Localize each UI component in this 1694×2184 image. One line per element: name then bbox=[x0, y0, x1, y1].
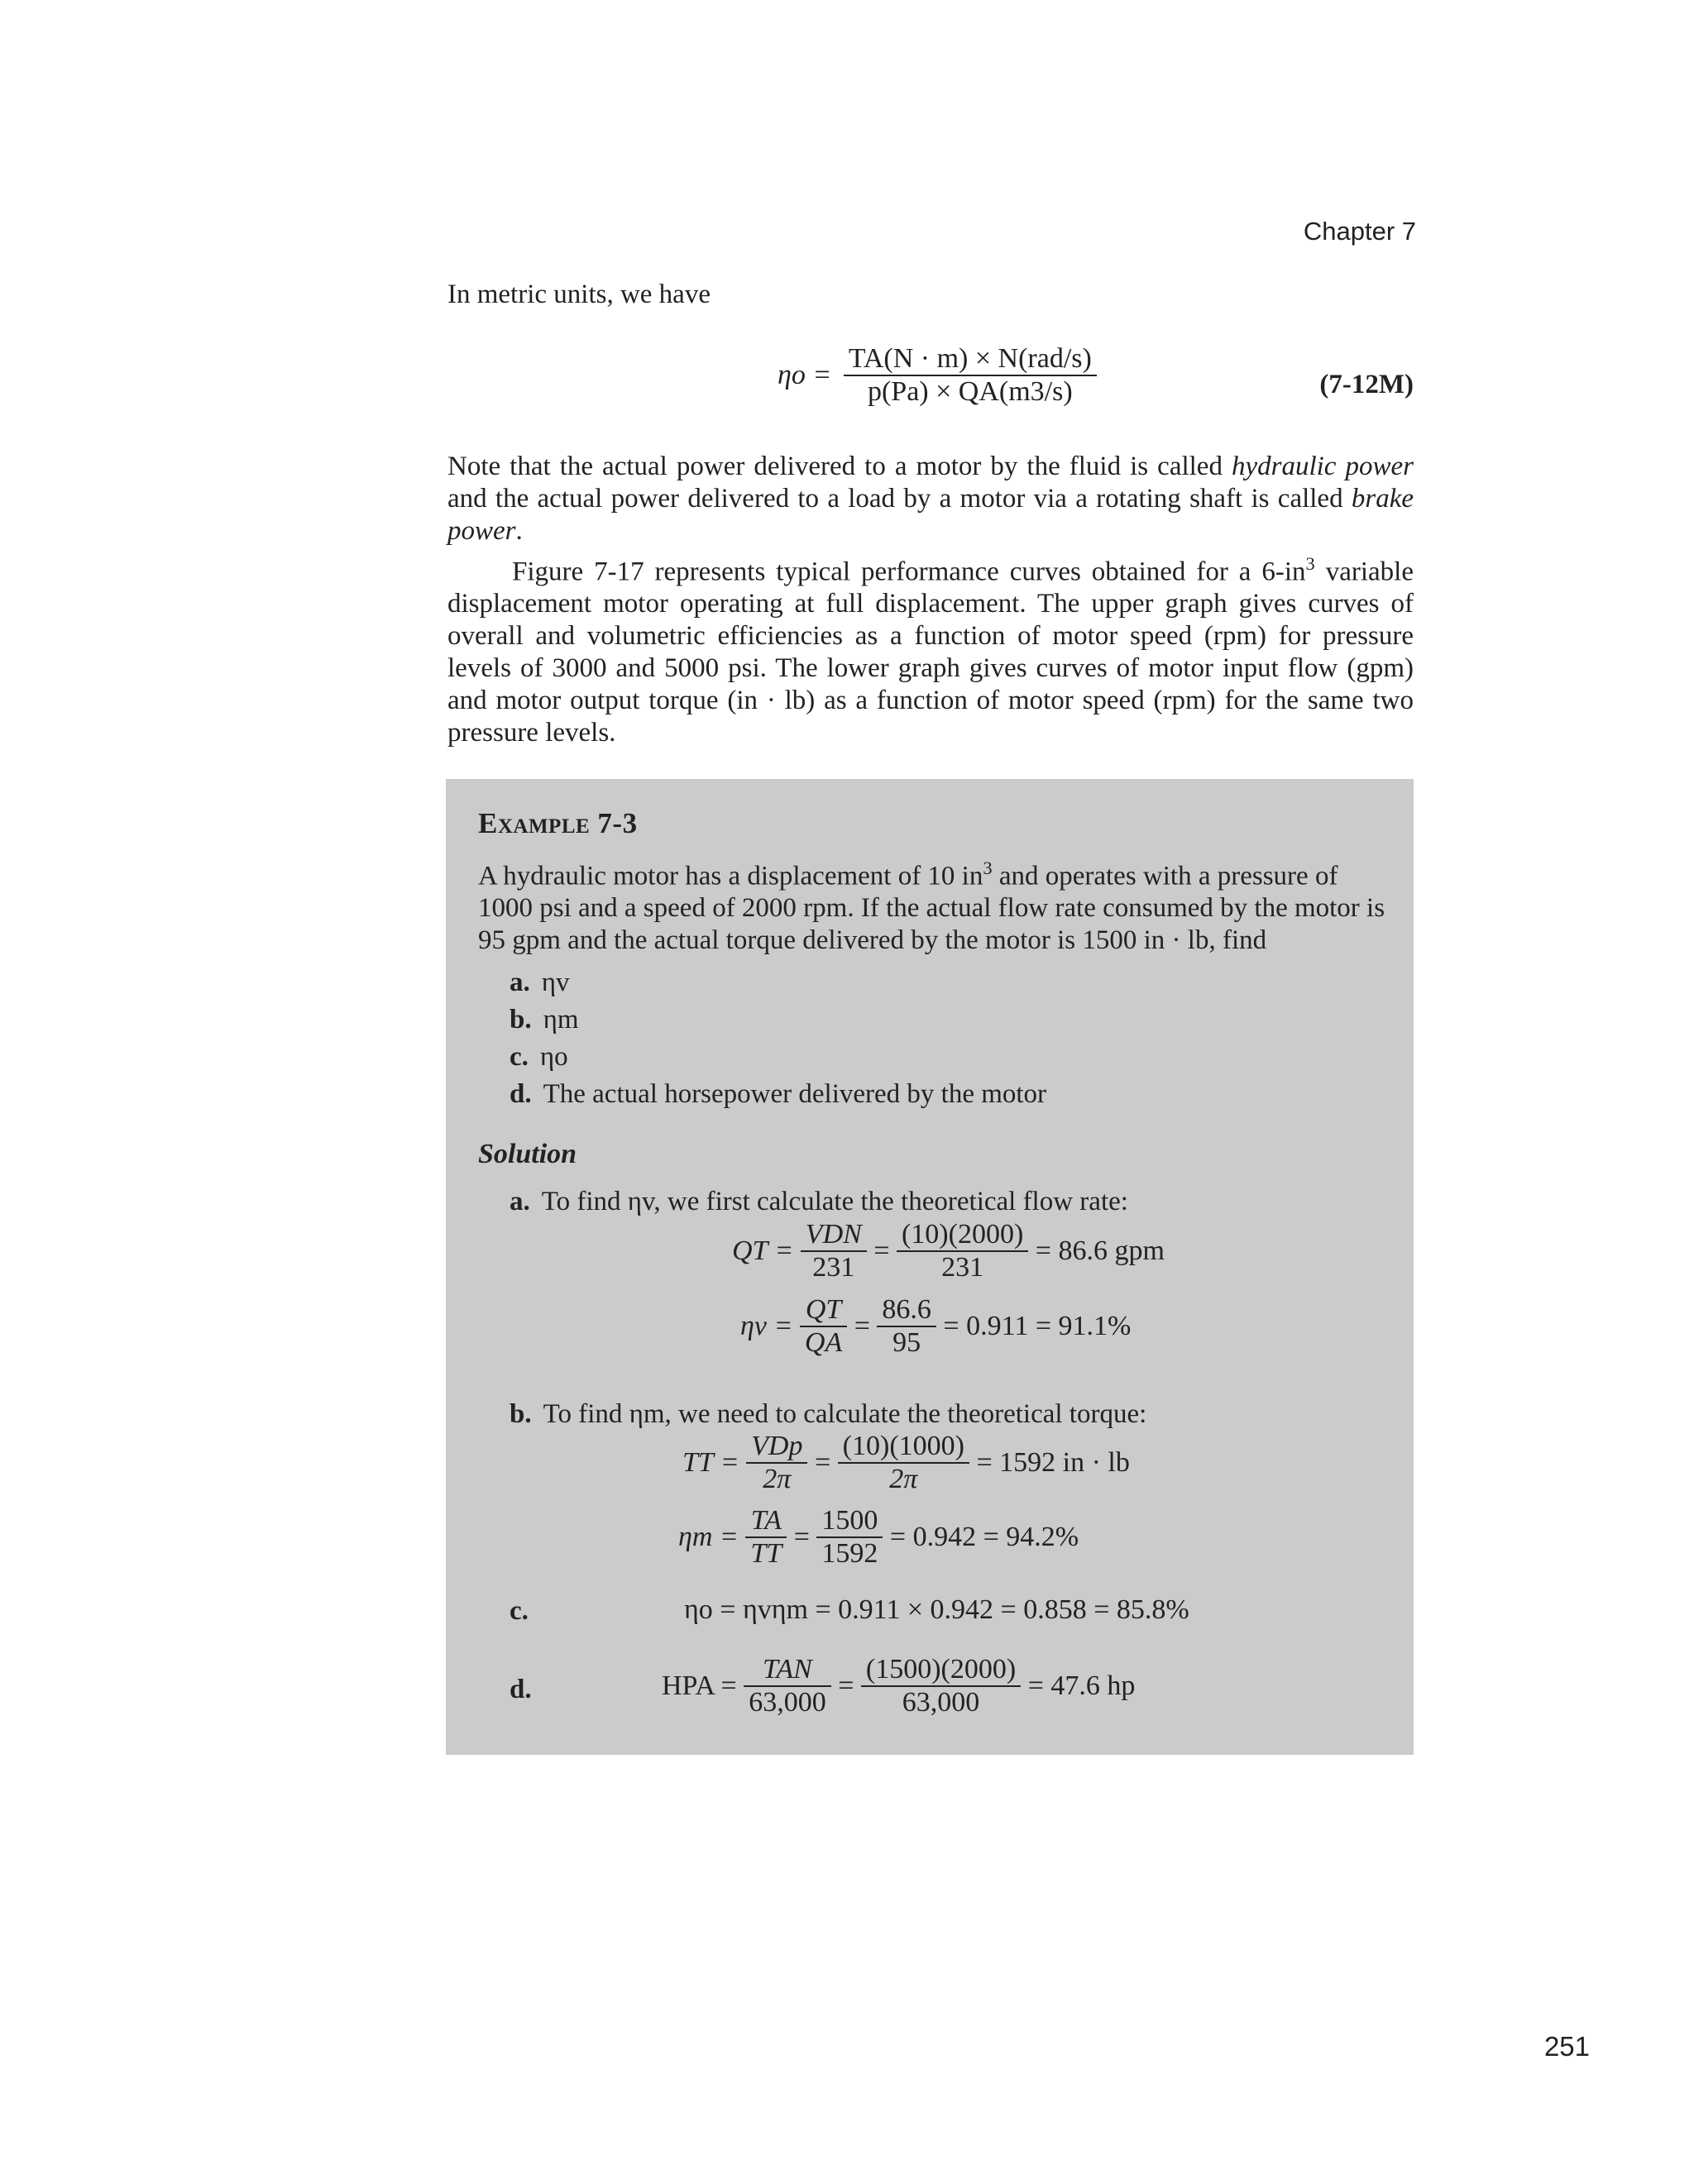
equation-7-12m bbox=[778, 343, 1097, 408]
page-number: 251 bbox=[1543, 2031, 1590, 2062]
example-statement: A hydraulic motor has a displacement of 10 $in^3$ and operates with a pressure of 1000 psi and a speed of 2000 rpm. If the actual flow rate consumed by the motor is 95 gpm and the actual torque delivered by the motor is 1500 in · lb, find bbox=[478, 858, 1385, 956]
equation-eta-m: ηm = $\frac{TA}{TT}$ = $\frac{1500}{1592}$ = 0.942 = 94.2% bbox=[678, 1505, 1079, 1569]
list-item: a. ηv bbox=[510, 968, 570, 997]
list-item: c. ηo bbox=[510, 1042, 568, 1072]
equation-denominator: p(Pa) × QA(m3/s) bbox=[844, 375, 1097, 408]
solution-heading: Solution bbox=[478, 1139, 577, 1169]
part-b-intro: b. To find ηm, we need to calculate the theoretical torque: bbox=[510, 1399, 1147, 1429]
part-c-label: c. bbox=[510, 1596, 529, 1626]
equation-hp: HPA = $\frac{\text{TAN}}{63,000}$ = $\frac{(1500)(2000)}{63,000}$ = 47.6 hp bbox=[662, 1654, 1136, 1718]
example-title bbox=[478, 807, 638, 840]
body-text bbox=[447, 451, 1414, 749]
chapter-header: Chapter 7 bbox=[1303, 217, 1416, 246]
term-hydraulic-power: hydraulic power bbox=[1231, 452, 1414, 481]
equation-eta-v: ηv = $\frac{QT}{QA}$ = $\frac{86.6}{95}$ = 0.911 = 91.1% bbox=[740, 1294, 1132, 1358]
example-word: Example bbox=[478, 807, 591, 839]
example-number: 7-3 bbox=[597, 807, 638, 839]
list-item: b. ηm bbox=[510, 1005, 579, 1035]
equation-qt: QT = $\frac{\text{VDN}}{231}$ = $\frac{(10)(2000)}{231}$ = 86.6 gpm bbox=[732, 1219, 1165, 1283]
figure-paragraph: Figure 7-17 represents typical performance curves obtained for a $6-in^3$ variable displacement motor operating at full displacement. The upper graph gives curves of overall and volumetric efficiencies as a function of motor speed (rpm) for pressure levels of 3000 and 5000 psi. The lower graph gives curves of motor input flow (gpm) and motor output torque (in · lb) as a function of motor speed (rpm) for the same two pressure levels. bbox=[447, 553, 1414, 748]
equation-eta-o: ηo = ηvηm = 0.911 × 0.942 = 0.858 = 85.8% bbox=[684, 1594, 1189, 1625]
equation-label: (7-12M) bbox=[1319, 370, 1414, 399]
term-brake-power: brake power bbox=[447, 484, 1414, 546]
intro-text: In metric units, we have bbox=[447, 280, 711, 309]
list-item: d. The actual horsepower delivered by the motor bbox=[510, 1079, 1047, 1109]
equation-lhs: ηo = bbox=[778, 360, 832, 390]
equation-tt: TT = $\frac{\text{VDp}}{2\pi}$ = $\frac{(10)(1000)}{2\pi}$ = 1592 in · lb bbox=[682, 1431, 1130, 1494]
equation-numerator: TA(N · m) × N(rad/s) bbox=[848, 343, 1092, 374]
part-a-intro: a. To find ηv, we first calculate the theoretical flow rate: bbox=[510, 1187, 1128, 1216]
note-paragraph: Note that the actual power delivered to a motor by the fluid is called hydraulic power and the actual power delivered to a load by a motor via a rotating shaft is called brake power. bbox=[447, 452, 1414, 546]
part-d-label: d. bbox=[510, 1675, 532, 1704]
